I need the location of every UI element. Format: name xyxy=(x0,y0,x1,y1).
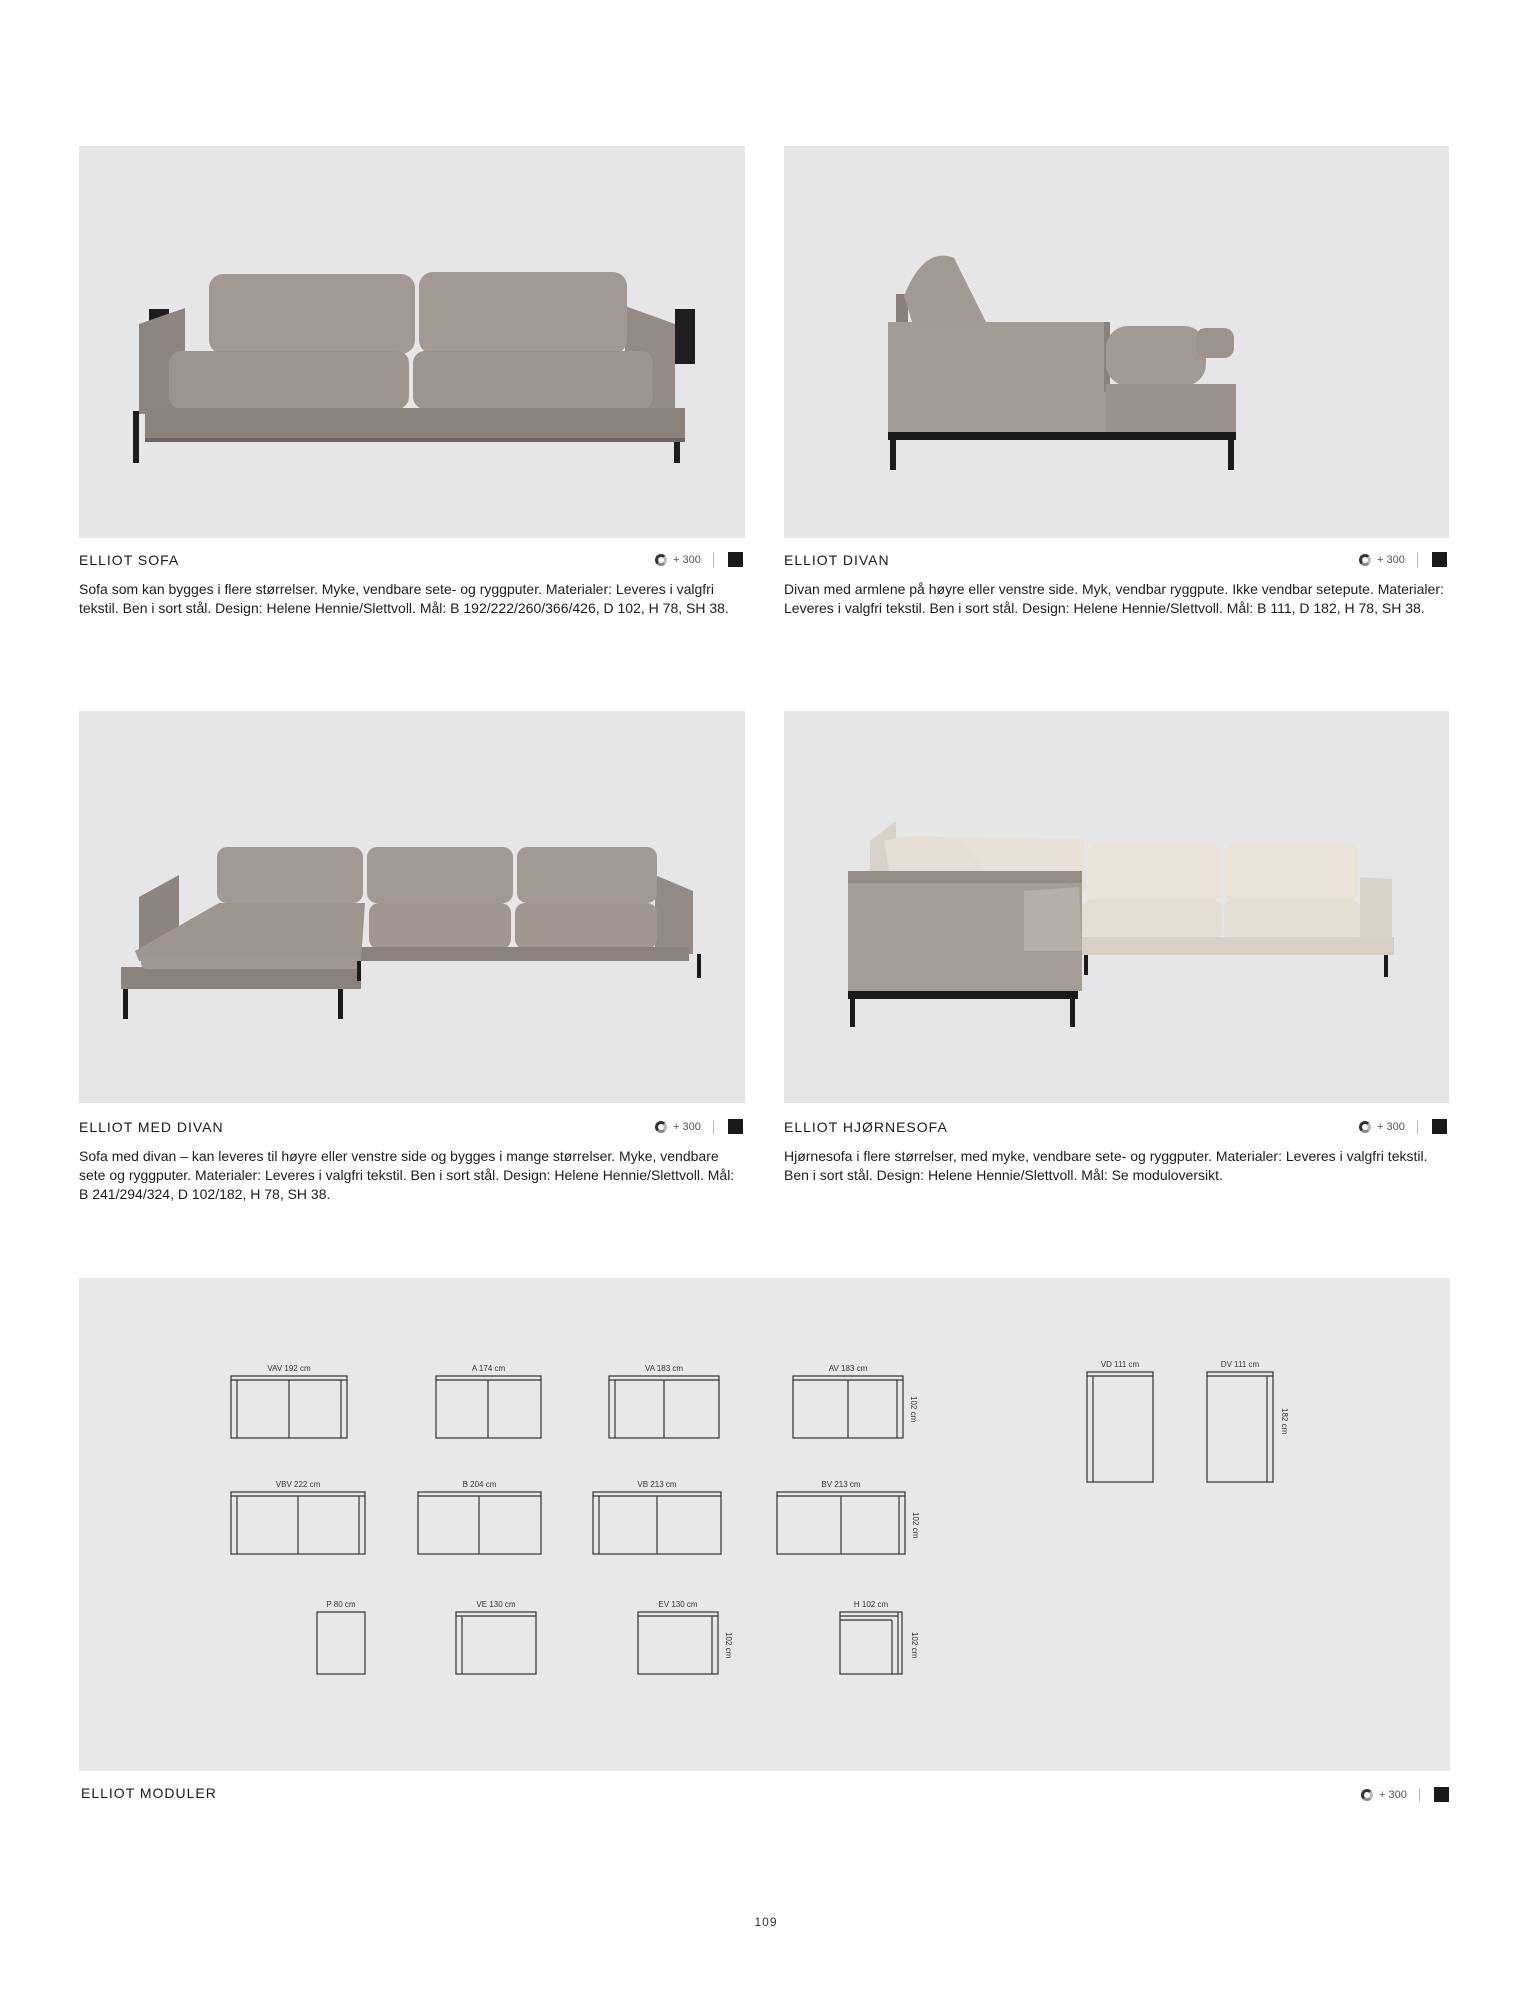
module-b xyxy=(418,1480,541,1560)
color-options xyxy=(655,552,743,567)
depth-label: 102 cm xyxy=(724,1632,733,1659)
module-label: VE 130 cm xyxy=(476,1600,516,1609)
module-bv xyxy=(777,1480,905,1560)
module-label: B 204 cm xyxy=(462,1480,497,1489)
color-wheel-icon xyxy=(1361,1789,1373,1801)
color-wheel-icon xyxy=(1359,1121,1371,1133)
module-label: VAV 192 cm xyxy=(267,1364,311,1373)
product-description: Divan med armlene på høyre eller venstre side. Myk, vendbar ryggpute. Ikke vendbar setepute. Materialer: Leveres i valgfri tekstil. Ben i sort stål. Design: Helene Hennie/Slettvoll. Mål: B 111, D 182, H 78, SH 38. xyxy=(784,581,1444,616)
module-ve xyxy=(456,1600,536,1680)
module-h xyxy=(840,1600,902,1680)
module-vav xyxy=(231,1364,347,1444)
product-description: Sofa som kan bygges i flere størrelser. Myke, vendbare sete- og ryggputer. Materialer: Leveres i valgfri tekstil. Ben i sort stål. Design: Helene Hennie/Slettvoll. Mål: B 192/222/260/366/426, D 102, H 78, SH 38. xyxy=(79,581,729,616)
product-photo-elliot-sofa xyxy=(79,146,745,538)
leg-color-swatch xyxy=(728,1119,743,1134)
depth-label: 102 cm xyxy=(910,1632,919,1659)
module-label: AV 183 cm xyxy=(828,1364,868,1373)
divider xyxy=(1417,553,1418,567)
sofa-illustration xyxy=(79,146,745,538)
page-number: 109 xyxy=(754,1915,778,1929)
color-count: + 300 xyxy=(1379,1788,1407,1801)
module-vd xyxy=(1087,1360,1153,1490)
depth-label: 102 cm xyxy=(911,1512,920,1539)
color-count: + 300 xyxy=(673,1120,701,1133)
divider xyxy=(1419,1788,1420,1802)
module-dv xyxy=(1207,1360,1273,1490)
module-label: H 102 cm xyxy=(853,1600,889,1609)
product-title: ELLIOT HJØRNESOFA xyxy=(784,1119,948,1135)
module-av xyxy=(793,1364,903,1444)
module-a xyxy=(436,1364,541,1444)
divider xyxy=(713,1120,714,1134)
depth-label: 182 cm xyxy=(1280,1408,1289,1435)
color-count: + 300 xyxy=(1377,1120,1405,1133)
product-photo-elliot-hjornesofa xyxy=(784,711,1449,1103)
module-overview-panel xyxy=(79,1278,1450,1771)
product-title: ELLIOT MED DIVAN xyxy=(79,1119,224,1135)
color-options xyxy=(1359,552,1447,567)
module-label: DV 111 cm xyxy=(1220,1360,1260,1369)
divan-illustration xyxy=(784,146,1449,538)
module-label: VB 213 cm xyxy=(637,1480,677,1489)
module-p xyxy=(317,1600,365,1680)
leg-color-swatch xyxy=(1432,552,1447,567)
corner-sofa-illustration xyxy=(784,711,1449,1103)
module-va xyxy=(609,1364,719,1444)
product-description: Hjørnesofa i flere størrelser, med myke, vendbare sete- og ryggputer. Materialer: Leveres i valgfri tekstil. Ben i sort stål. Design: Helene Hennie/Slettvoll. Mål: Se moduloversikt. xyxy=(784,1148,1428,1183)
module-ev xyxy=(638,1600,718,1680)
module-label: VBV 222 cm xyxy=(275,1480,321,1489)
sofa-with-divan-illustration xyxy=(79,711,745,1103)
color-options xyxy=(655,1119,743,1134)
leg-color-swatch xyxy=(1434,1787,1449,1802)
modules-title: ELLIOT MODULER xyxy=(81,1785,217,1801)
color-count: + 300 xyxy=(673,553,701,566)
module-label: VA 183 cm xyxy=(644,1364,684,1373)
divider xyxy=(1417,1120,1418,1134)
color-count: + 300 xyxy=(1377,553,1405,566)
module-label: EV 130 cm xyxy=(658,1600,698,1609)
module-vbv xyxy=(231,1480,365,1560)
color-wheel-icon xyxy=(655,1121,667,1133)
module-label: P 80 cm xyxy=(326,1600,356,1609)
color-options xyxy=(1359,1119,1447,1134)
leg-color-swatch xyxy=(1432,1119,1447,1134)
product-title: ELLIOT DIVAN xyxy=(784,552,890,568)
color-wheel-icon xyxy=(655,554,667,566)
product-description: Sofa med divan – kan leveres til høyre eller venstre side og bygges i mange størrelser. Myke, vendbare sete og ryggputer. Materialer: Leveres i valgfri tekstil. Ben i sort stål. Design: Helene Hennie/Slettvoll. Mål: B 241/294/324, D 102/182, H 78, SH 38. xyxy=(79,1148,735,1202)
product-title: ELLIOT SOFA xyxy=(79,552,180,568)
product-photo-elliot-med-divan xyxy=(79,711,745,1103)
product-photo-elliot-divan xyxy=(784,146,1449,538)
module-label: BV 213 cm xyxy=(821,1480,861,1489)
color-options xyxy=(1361,1787,1449,1802)
module-vb xyxy=(593,1480,721,1560)
leg-color-swatch xyxy=(728,552,743,567)
divider xyxy=(713,553,714,567)
color-wheel-icon xyxy=(1359,554,1371,566)
module-label: A 174 cm xyxy=(471,1364,506,1373)
depth-label: 102 cm xyxy=(909,1396,918,1423)
module-label: VD 111 cm xyxy=(1100,1360,1140,1369)
